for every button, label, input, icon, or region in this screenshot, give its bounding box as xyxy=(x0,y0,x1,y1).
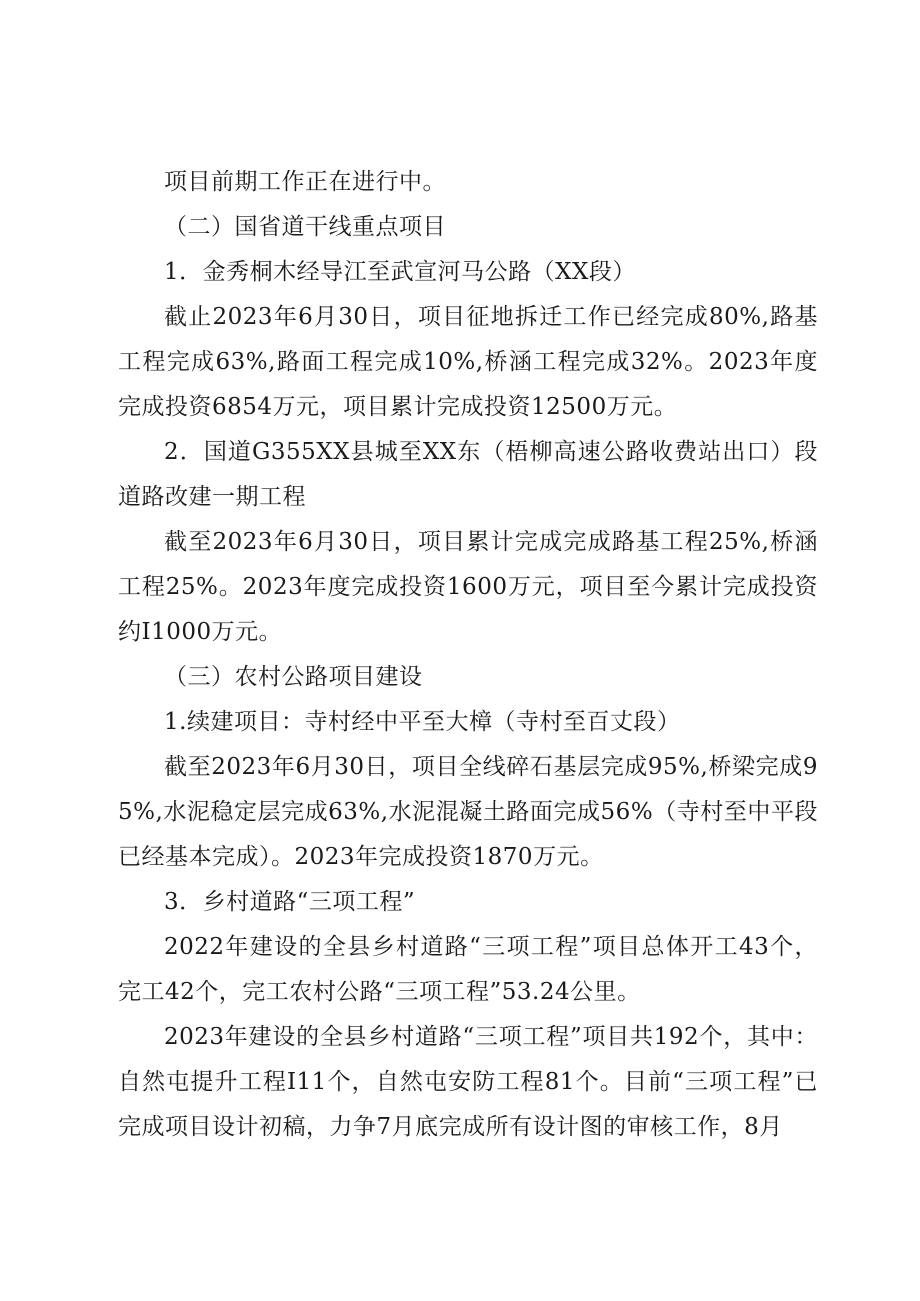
paragraph-jinxiu-progress: 截止2023年6月30日，项目征地拆迁工作已经完成80%,路基工程完成63%,路面工程完成10%,桥涵工程完成32%。2023年度完成投资6854万元，项目累计完成投资12500万元。 xyxy=(118,304,818,420)
item-heading-jinxiu-road: 1．金秀桐木经导江至武宣河马公路（XX段） xyxy=(164,259,636,285)
document-body xyxy=(118,160,818,1150)
paragraph-preliminary-work: 项目前期工作正在进行中。 xyxy=(164,169,446,195)
item-heading-sicun-road: 1.续建项目：寺村经中平至大樟（寺村至百丈段） xyxy=(164,709,681,735)
section-heading-national-provincial-roads: （二）国省道干线重点项目 xyxy=(164,214,446,240)
item-heading-g355-road: 2．国道G355XX县城至XX东（梧柳高速公路收费站出口）段道路改建一期工程 xyxy=(118,439,818,510)
paragraph-2022-three-projects: 2022年建设的全县乡村道路“三项工程”项目总体开工43个，完工42个，完工农村公路“三项工程”53.24公里。 xyxy=(118,934,818,1005)
paragraph-sicun-progress: 截至2023年6月30日，项目全线碎石基层完成95%,桥梁完成95%,水泥稳定层完成63%,水泥混凝土路面完成56%（寺村至中平段已经基本完成）。2023年完成投资1870万元。 xyxy=(118,754,818,870)
paragraph-2023-three-projects: 2023年建设的全县乡村道路“三项工程”项目共192个，其中：自然屯提升工程I11个，自然屯安防工程81个。目前“三项工程”已完成项目设计初稿，力争7月底完成所有设计图的审核工作，8月 xyxy=(118,1024,818,1140)
section-heading-rural-roads: （三）农村公路项目建设 xyxy=(164,664,423,690)
paragraph-g355-progress: 截至2023年6月30日，项目累计完成完成路基工程25%,桥涵工程25%。2023年度完成投资1600万元，项目至今累计完成投资约I1000万元。 xyxy=(118,529,818,645)
item-heading-three-projects: 3．乡村道路“三项工程” xyxy=(164,889,416,915)
